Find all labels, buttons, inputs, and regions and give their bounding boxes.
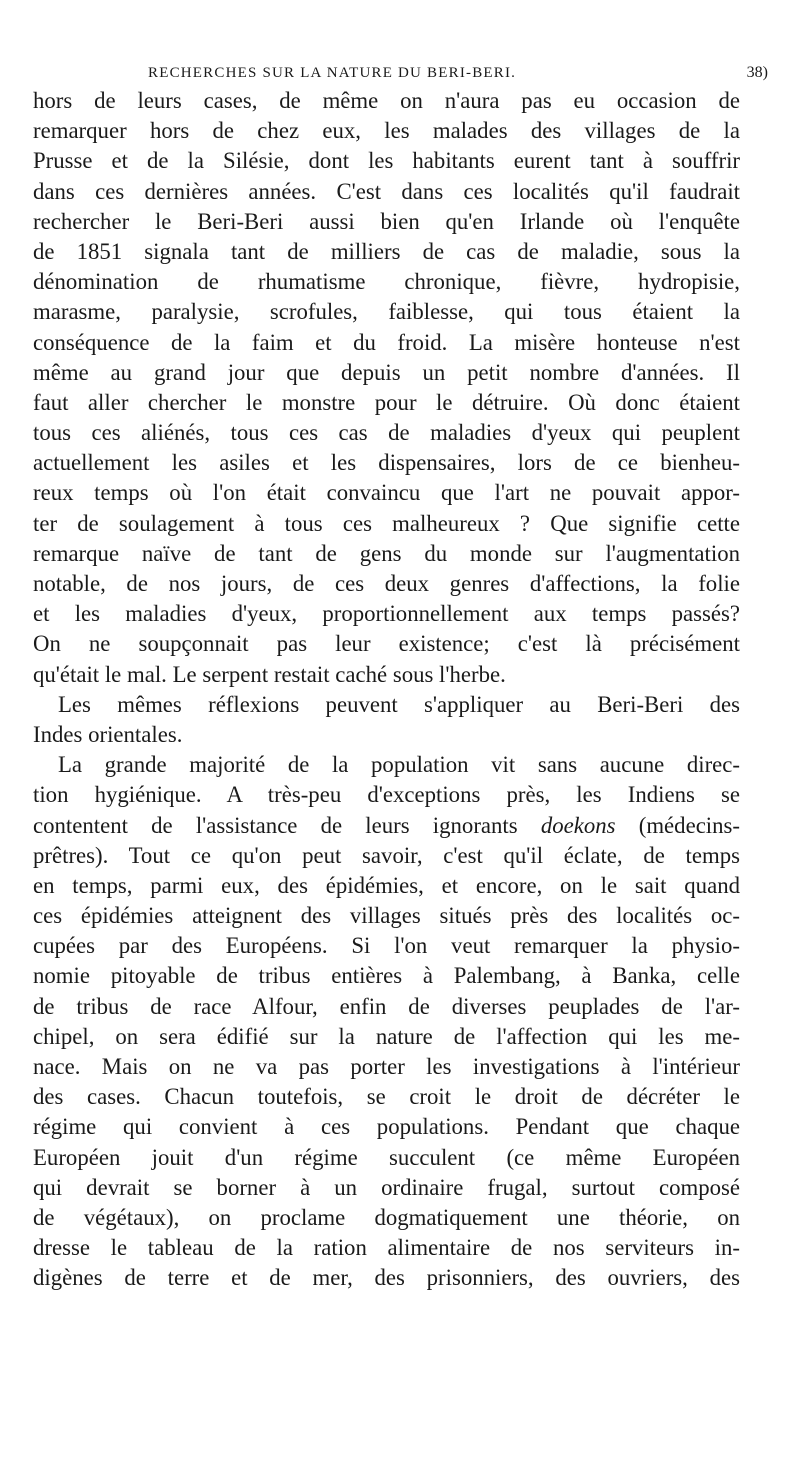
text-line: Prusse et de la Silésie, dont les habitants eurent tant à souffrir [33,148,740,174]
text-line: chipel, on sera édifié sur la nature de l'affection qui les me- [33,1023,740,1049]
text-line: prêtres). Tout ce qu'on peut savoir, c'est qu'il éclate, de temps [33,842,740,868]
paragraph-end-line: Indes orientales. [33,721,183,747]
text-line: tion hygiénique. A très-peu d'exceptions près, les Indiens se [33,782,740,808]
text-line: nace. Mais on ne va pas porter les investigations à l'intérieur [33,1054,740,1079]
text-line: ces épidémies atteignent des villages situés près des localités oc- [33,903,740,929]
text-line: cupées par des Européens. Si l'on veut remarquer la physio- [33,933,740,959]
paragraph-start-line: Les mêmes réflexions peuvent s'appliquer au Beri-Beri des [58,691,740,717]
text-line: faut aller chercher le monstre pour le détruire. Où donc étaient [33,389,740,415]
text-line: dénomination de rhumatisme chronique, fièvre, hydropisie, [33,269,740,295]
text-line: même au grand jour que depuis un petit nombre d'années. Il [33,359,740,385]
text-line: de tribus de race Alfour, enfin de diverses peuplades de l'ar- [33,993,740,1019]
paragraph-end-line: qu'était le mal. Le serpent restait caché sous l'herbe. [33,661,506,687]
text-line: remarquer hors de chez eux, les malades des villages de la [33,118,740,144]
page-number: 38) [746,64,768,81]
paragraph-start-line: La grande majorité de la population vit sans aucune direc- [58,752,740,778]
text-line: des cases. Chacun toutefois, se croit le droit de décréter le [33,1084,740,1110]
text-line: de végétaux), on proclame dogmatiquement une théorie, on [33,1204,740,1230]
text-line: marasme, paralysie, scrofules, faiblesse, qui tous étaient la [33,299,740,325]
italic-term: doekons [540,812,616,838]
text-line: régime qui convient à ces populations. Pendant que chaque [33,1114,740,1140]
text-line: notable, de nos jours, de ces deux genres d'affections, la folie [33,571,740,596]
text-line: dresse le tableau de la ration alimentaire de nos serviteurs in- [33,1235,740,1261]
text-line: hors de leurs cases, de même on n'aura pas eu occasion de [33,88,740,113]
running-title: RECHERCHES SUR LA NATURE DU BERI-BERI. [148,65,517,81]
text-line: qui devrait se borner à un ordinaire frugal, surtout composé [33,1174,740,1200]
text-line: actuellement les asiles et les dispensaires, lors de ce bienheu- [33,450,740,476]
text-segment: contentent de l'assistance de leurs ignorants [33,812,518,838]
text-line: en temps, parmi eux, des épidémies, et encore, on le sait quand [33,872,740,898]
text-segment: (médecins- [638,812,741,838]
text-line: digènes de terre et de mer, des prisonniers, des ouvriers, des [33,1265,740,1291]
text-line: et les maladies d'yeux, proportionnellement aux temps passés? [33,601,740,627]
text-line: de 1851 signala tant de milliers de cas de maladie, sous la [33,238,740,264]
text-line: nomie pitoyable de tribus entières à Palembang, à Banka, celle [33,963,740,989]
body-text [33,86,740,1294]
text-line-with-italic [33,811,740,841]
text-line: Européen jouit d'un régime succulent (ce même Européen [33,1144,740,1170]
text-line: remarque naïve de tant de gens du monde sur l'augmentation [33,540,740,566]
text-line: conséquence de la faim et du froid. La misère honteuse n'est [33,329,740,355]
text-line: rechercher le Beri-Beri aussi bien qu'en Irlande où l'enquête [33,208,740,234]
running-head [148,62,768,84]
text-line: reux temps où l'on était convaincu que l'art ne pouvait appor- [33,480,740,506]
text-line: On ne soupçonnait pas leur existence; c'est là précisément [33,631,740,657]
text-line: tous ces aliénés, tous ces cas de maladies d'yeux qui peuplent [33,420,740,446]
text-line: ter de soulagement à tous ces malheureux ? Que signifie cette [33,510,740,536]
text-line: dans ces dernières années. C'est dans ces localités qu'il faudrait [33,178,740,204]
